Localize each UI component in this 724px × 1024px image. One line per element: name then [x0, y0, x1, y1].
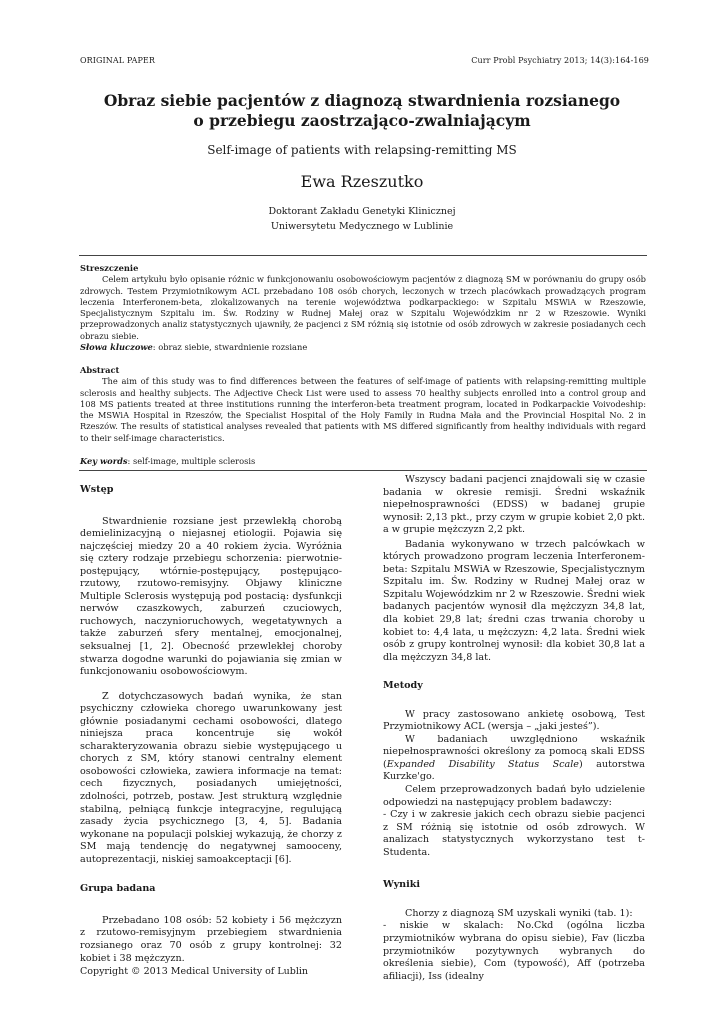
- title-line-2: o przebiegu zaostrzająco-zwalniającym: [193, 111, 531, 130]
- metody-paragraph-3: Celem przeprowadzonych badań było udzielenie odpowiedzi na następujący problem badawczy:: [383, 784, 645, 808]
- wyniki-paragraph-2: - niskie w skalach: No.Ckd (ogólna liczba przymiotników wybrana do opisu siebie), Fav (liczba przymiotników pozytywnych wybranych do określenia siebie), Com (typowość), Aff (potrzeba afiliacji), Iss (idealny: [383, 920, 645, 982]
- wstep-paragraph-1: Stwardnienie rozsiane jest przewlekłą chorobą demielinizacyjną o niejasnej etiologii. Pojawia się najczęściej miedzy 20 a 40 rokiem życia. Wyróżnia się cztery rodzaje przebiegu schorzenia: pierwotnie-postępujący, wtórnie-postępujący, postępująco-rzutowy, rzutowo-remisyjny. Objawy kliniczne Multiple Sclerosis występują pod postacią: dysfunkcji nerwów czaszkowych, zaburzeń czuciowych, ruchowych, naczynioruchowych, wegetatywnych a także zaburzeń sfery mentalnej, emocjonalnej, seksualnej [1, 2]. Obecność przewlekłej choroby stwarza dogodne warunki do pojawiania się zmian w funkcjonowaniu osobowościowym.: [80, 515, 342, 678]
- edss-scale-name: Expanded Disability Status Scale: [386, 758, 579, 770]
- abstract-text: The aim of this study was to find differences between the features of self-image of patients with relapsing-remitting multiple sclerosis and healthy subjects. The Adjective Check List were used to assess 70 healthy subjects enrolled into a control group and 108 MS patients treated at three institutions running the interferon-beta treatment program, located in Podkarpackie Voivodeship: the MSWiA Hospital in Rzeszów, the Specialist Hospital of the Holy Family in Rudna Mała and the Provincial Hospital No. 2 in Rzeszów. The results of statistical analyses revealed that patients with MS differed significantly from healthy individuals with regard to their self-image characteristics.: [80, 376, 646, 443]
- wstep-paragraph-2: Z dotychczasowych badań wynika, że stan psychiczny człowieka chorego uwarunkowany jest głównie posiadanymi cechami osobowości, dlatego niniejsza praca koncentruje się wokół scharakteryzowania obrazu siebie występującego u chorych z SM, który stanowi centralny element osobowości człowieka, zawiera informacje na temat: cech fizycznych, posiadanych umiejętności, zdolności, potrzeb, postaw. Jest strukturą względnie stabilną, pełniącą funkcje integracyjne, regulującą zasady życia psychicznego [3, 4, 5]. Badania wykonane na populacji polskiej wykazują, że chorzy z SM mają tendencję do negatywnej samooceny, autoprezentacji, niskiej samoakceptacji [6].: [80, 690, 342, 865]
- top-divider: [79, 255, 647, 256]
- slowa-kluczowe-label: Słowa kluczowe: [80, 342, 153, 352]
- affiliation: [60, 204, 664, 234]
- english-title: Self-image of patients with relapsing-remitting MS: [207, 143, 517, 157]
- grupa-heading: Grupa badana: [80, 883, 156, 895]
- wyniki-paragraph-1: Chorzy z diagnozą SM uzyskali wyniki (tab. 1):: [405, 907, 633, 919]
- streszczenie-heading: Streszczenie: [80, 263, 139, 273]
- metody-paragraph-1: W pracy zastosowano ankietę osobową, Test Przymiotnikowy ACL (wersja – „jaki jesteś”).: [383, 708, 645, 733]
- remisja-paragraph: Wszyscy badani pacjenci znajdowali się w czasie badania w okresie remisji. Średni wskaźnik niepełnosprawności (EDSS) w badanej grupie wynosił: 2,13 pkt., przy czym w grupie kobiet 2,0 pkt. a w grupie mężczyzn 2,2 pkt.: [383, 474, 645, 536]
- wyniki-heading: Wyniki: [383, 879, 421, 891]
- metody-paragraph-4: - Czy i w zakresie jakich cech obrazu siebie pacjenci z SM różnią się istotnie od osób zdrowych. W analizach statystycznych wykorzystano test t-Studenta.: [383, 809, 645, 858]
- affiliation-line-1: Doktorant Zakładu Genetyki Klinicznej: [268, 206, 456, 217]
- key-words-label: Key words: [80, 456, 128, 466]
- key-words: [80, 456, 646, 466]
- slowa-kluczowe: [80, 342, 646, 352]
- right-column: [383, 474, 645, 983]
- grupa-paragraph-1: Przebadano 108 osób: 52 kobiety i 56 mężczyzn z rzutowo-remisyjnym przebiegiem stwardnienia rozsianego oraz 70 osób z grupy kontrolnej: 32 kobiet i 38 mężczyzn.: [80, 914, 342, 964]
- affiliation-line-2: Uniwersytetu Medycznego w Lublinie: [270, 221, 454, 232]
- abstract-heading: Abstract: [80, 365, 120, 375]
- key-words-text: : self-image, multiple sclerosis: [127, 456, 256, 466]
- author-name: Ewa Rzeszutko: [300, 172, 424, 191]
- streszczenie-block: [80, 263, 646, 342]
- slowa-kluczowe-text: : obraz siebie, stwardnienie rozsiane: [152, 342, 308, 352]
- copyright-footer: Copyright © 2013 Medical University of Lublin: [80, 966, 309, 977]
- running-header-left: ORIGINAL PAPER: [80, 56, 155, 65]
- metody-heading: Metody: [383, 680, 423, 692]
- streszczenie-text: Celem artykułu było opisanie różnic w funkcjonowaniu osobowościowym pacjentów z diagnozą SM w porównaniu do grupy osób zdrowych. Testem Przymiotnikowym ACL przebadano 108 osób chorych, leczonych w trzech placówkach prowadzących program leczenia Interferonem-beta, zlokalizowanych na terenie województwa podkarpackiego: w Szpitalu MSWiA w Rzeszowie, Specjalistycznym Szpitalu im. Św. Rodziny w Rudnej Małej oraz w Szpitalu Wojewódzkim nr 2 w Rzeszowie. Wyniki przeprowadzonych analiz statystycznych ujawniły, że pacjenci z SM różnią się istotnie od osób zdrowych w zakresie posiadanych cech obrazu siebie.: [80, 274, 646, 341]
- running-header-right: Curr Probl Psychiatry 2013; 14(3):164-169: [471, 56, 649, 65]
- article-title: [60, 91, 664, 131]
- placowki-paragraph: Badania wykonywano w trzech palcówkach w których prowadzono program leczenia Interferonem-beta: Szpitalu MSWiA w Rzeszowie, Specjalistycznym Szpitalu im. Św. Rodziny w Rudnej Małej oraz w Szpitalu Wojewódzkim nr 2 w Rzeszowie. Średni wiek badanych pacjentów wynosił dla mężczyzn 34,8 lat, dla kobiet 29,8 lat; średni czas trwania choroby u kobiet to: 4,4 lata, u mężczyzn: 4,2 lata. Średni wiek osób z grupy kontrolnej wynosił: dla kobiet 30,8 lat a dla mężczyzn 34,8 lat.: [383, 538, 645, 663]
- wstep-heading: Wstęp: [80, 484, 114, 495]
- abstract-block: [80, 365, 646, 444]
- metody-paragraph-2: W badaniach uwzględniono wskaźnik niepełnosprawności określony za pomocą skali EDSS (Expanded Disability Status Scale) autorstwa Kurzke'go.: [383, 733, 645, 783]
- title-line-1: Obraz siebie pacjentów z diagnozą stwardnienia rozsianego: [103, 91, 621, 110]
- left-column: [80, 470, 342, 965]
